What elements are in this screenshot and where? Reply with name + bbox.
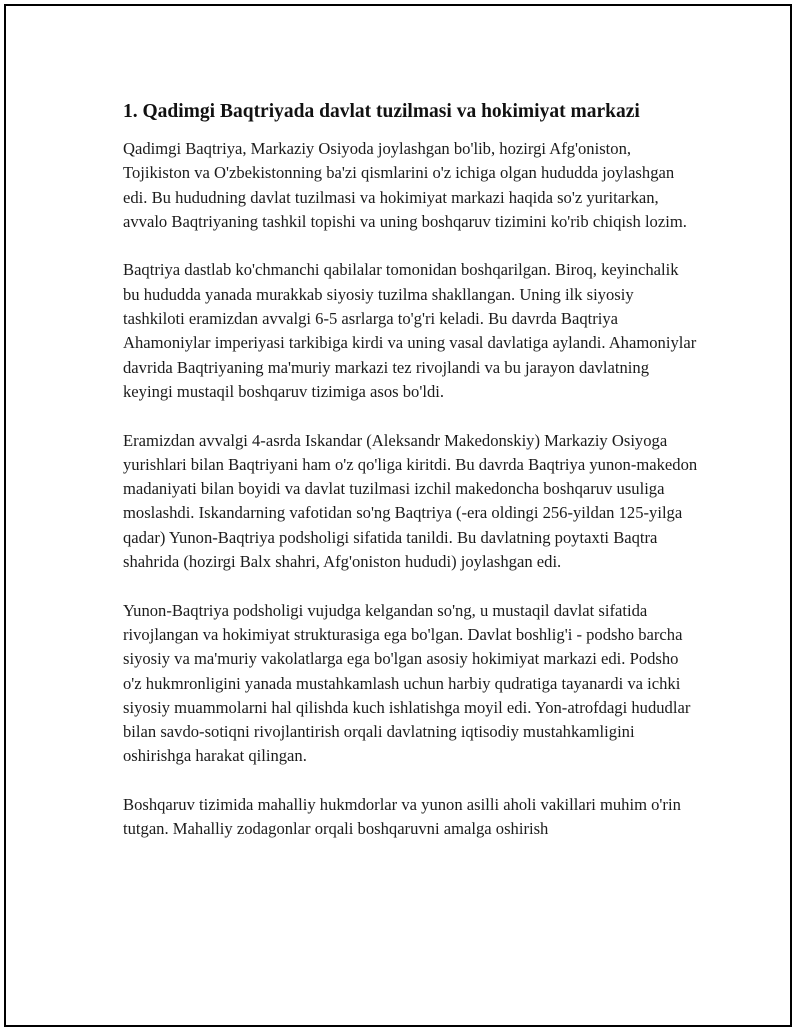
- section-heading: 1. Qadimgi Baqtriyada davlat tuzilmasi va hokimiyat markazi: [123, 101, 640, 122]
- paragraph-3: Eramizdan avvalgi 4-asrda Iskandar (Aleksandr Makedonskiy) Markaziy Osiyoga yurishlari bilan Baqtriyani ham o'z qo'liga kiritdi. Bu davrda Baqtriya yunon-makedon madaniyati bilan boyidi va davlat tuzilmasi izchil makedoncha boshqaruv usuliga moslashdi. Iskandarning vafotidan so'ng Baqtriya (-era oldingi 256-yildan 125-yilga qadar) Yunon-Baqtriya podsholigi sifatida tanildi. Bu davlatning poytaxti Baqtra shahrida (hozirgi Balx shahri, Afg'oniston hududi) joylashgan edi.: [123, 430, 698, 572]
- paragraph-2: Baqtriya dastlab ko'chmanchi qabilalar tomonidan boshqarilgan. Biroq, keyinchalik bu hududda yanada murakkab siyosiy tuzilma shakllangan. Uning ilk siyosiy tashkiloti eramizdan avvalgi 6-5 asrlarga to'g'ri keladi. Bu davrda Baqtriya Ahamoniylar imperiyasi tarkibiga kirdi va uning vasal davlatiga aylandi. Ahamoniylar davrida Baqtriyaning ma'muriy markazi tez rivojlandi va bu jarayon davlatning keyingi mustaqil boshqaruv tizimiga asos bo'ldi.: [123, 260, 697, 401]
- paragraph-4: Yunon-Baqtriya podsholigi vujudga kelgandan so'ng, u mustaqil davlat sifatida rivojlangan va hokimiyat strukturasiga ega bo'lgan. Davlat boshlig'i - podsho barcha siyosiy va ma'muriy vakolatlarga ega bo'lgan asosiy hokimiyat markazi edi. Podsho o'z hukmronligini yanada mustahkamlash uchun harbiy qudratiga tayanardi va ichki siyosiy muammolarni hal qilishda kuch ishlatishga moyil edi. Yon-atrofdagi hududlar bilan savdo-sotiqni rivojlantirish orqali davlatning iqtisodiy mustahkamligini oshirishga harakat qilingan.: [123, 600, 691, 766]
- document-body: [123, 99, 698, 866]
- paragraph-5: Boshqaruv tizimida mahalliy hukmdorlar va yunon asilli aholi vakillari muhim o'rin tutgan. Mahalliy zodagonlar orqali boshqaruvni amalga oshirish: [123, 795, 681, 839]
- paragraph-1: Qadimgi Baqtriya, Markaziy Osiyoda joylashgan bo'lib, hozirgi Afg'oniston, Tojikiston va O'zbekistonning ba'zi qismlarini o'z ichiga olgan hududda joylashgan edi. Bu hududning davlat tuzilmasi va hokimiyat markazi haqida so'z yuritarkan, avvalo Baqtriyaning tashkil topishi va uning boshqaruv tizimini ko'rib chiqish lozim.: [123, 139, 687, 231]
- page-frame: [4, 4, 792, 1027]
